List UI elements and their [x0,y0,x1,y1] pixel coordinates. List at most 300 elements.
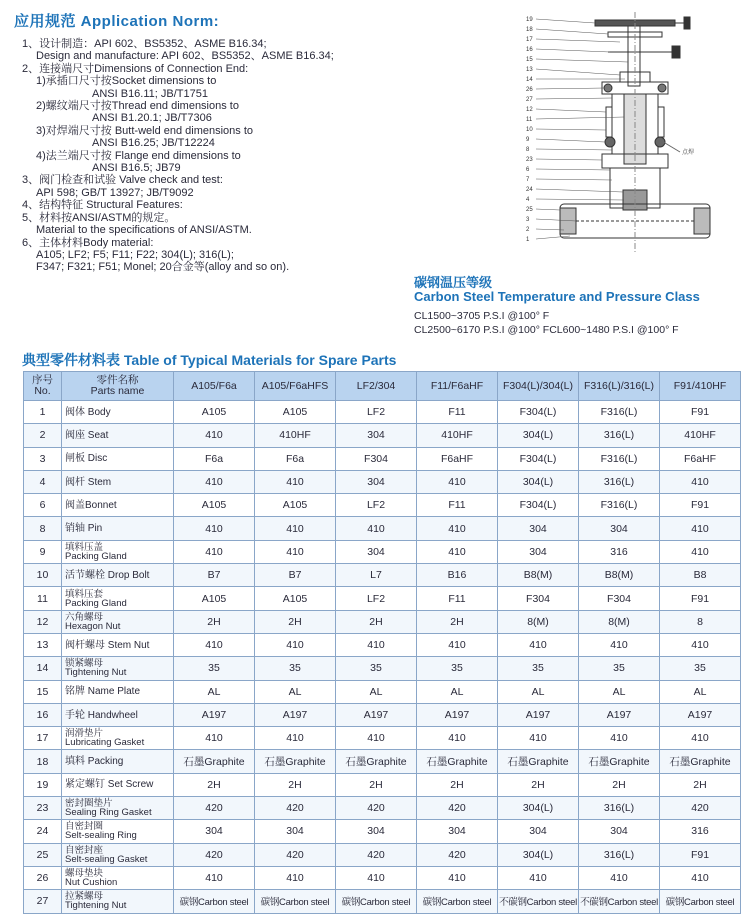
part-name-primary: 阀座 Seat [65,429,109,441]
part-name-primary: 填料 Packing [65,756,124,768]
part-name-primary: 填料压盖 [65,541,104,553]
material-cell: 304 [255,820,336,843]
table-row [24,727,741,750]
row-number: 23 [24,797,62,820]
material-cell: AL [336,680,417,703]
material-cell: 410HF [417,424,498,447]
material-cell: 410 [660,470,741,493]
material-cell: 410 [417,727,498,750]
materials-table-body [24,401,741,914]
row-number: 24 [24,820,62,843]
material-cell: F91 [660,843,741,866]
row-number: 1 [24,401,62,424]
table-row [24,680,741,703]
material-cell: 410 [255,633,336,656]
material-cell: 石墨Graphite [336,750,417,773]
weld-label: 点焊 [682,150,695,156]
table-row [24,703,741,726]
table-row [24,564,741,587]
material-cell: 410 [660,540,741,563]
material-cell: 410 [498,633,579,656]
application-norm-title: 应用规范 Application Norm: [14,13,220,30]
table-row [24,424,741,447]
material-cell: F304 [579,587,660,610]
material-cell: B7 [255,564,336,587]
material-cell: 304 [579,517,660,540]
callout-label: 7 [526,177,530,183]
material-cell: 2H [417,610,498,633]
callout-label: 19 [526,17,533,23]
part-name-secondary: Hexagon Nut [65,620,121,632]
part-name-secondary: Tightening Nut [65,667,127,679]
part-name [62,610,174,633]
pressure-class-line: CL2500~6170 P.S.I @100° FCL600~1480 P.S.I @100° F [414,324,679,336]
materials-table [23,371,741,914]
material-cell: 420 [174,797,255,820]
material-cell: 410 [255,470,336,493]
material-cell: 410 [336,517,417,540]
table-row [24,820,741,843]
material-cell: 35 [417,657,498,680]
material-cell: F11 [417,401,498,424]
part-name [62,657,174,680]
material-cell: 35 [174,657,255,680]
material-cell: 304 [579,820,660,843]
material-cell: 304 [336,470,417,493]
material-cell: 8(M) [498,610,579,633]
material-cell: 410 [174,470,255,493]
material-cell: 碳钢Carbon steel [417,890,498,913]
material-cell: 420 [255,797,336,820]
table-row [24,401,741,424]
part-name-primary: 铭牌 Name Plate [65,686,141,698]
part-name-secondary: Packing Gland [65,550,127,562]
callout-label: 1 [526,237,530,243]
material-cell: 304(L) [498,797,579,820]
material-cell: 420 [174,843,255,866]
material-cell: 石墨Graphite [174,750,255,773]
part-name [62,820,174,843]
material-cell: 8 [660,610,741,633]
material-cell: 410 [660,517,741,540]
callout-label: 9 [526,137,530,143]
material-cell: 410 [174,866,255,889]
row-number: 25 [24,843,62,866]
material-cell: 304 [498,540,579,563]
norm-line: 4、结构特征 Structural Features: [22,199,183,212]
material-cell: 8(M) [579,610,660,633]
material-cell: 410 [174,424,255,447]
table-row [24,447,741,470]
material-cell: 304(L) [498,424,579,447]
material-cell: 420 [336,797,417,820]
callout-label: 25 [526,207,533,213]
norm-line: 3)对焊端尺寸按 Butt-weld end dimensions to [36,124,254,137]
part-name-primary: 密封圈垫片 [65,798,113,810]
material-cell: 410 [498,866,579,889]
material-cell: 碳钢Carbon steel [174,890,255,913]
material-cell: B8 [660,564,741,587]
material-cell: B8(M) [498,564,579,587]
part-name [62,424,174,447]
material-cell: 碳钢Carbon steel [336,890,417,913]
table-row [24,843,741,866]
part-name-primary: 阀杆螺母 Stem Nut [65,639,150,651]
part-name-secondary: Lubricating Gasket [65,737,145,749]
material-cell: 35 [255,657,336,680]
material-cell: L7 [336,564,417,587]
part-name [62,843,174,866]
material-cell: A197 [660,703,741,726]
callout-label: 6 [526,167,530,173]
material-cell: 420 [660,797,741,820]
material-cell: 35 [498,657,579,680]
material-cell: 304 [336,540,417,563]
pressure-class-title-cn: 碳钢温压等级 [414,275,493,290]
row-number: 4 [24,470,62,493]
header-parts-name: 零件名称 Parts name [62,372,174,401]
part-name [62,517,174,540]
material-cell: A197 [498,703,579,726]
header-material-col: A105/F6a [174,372,255,401]
header-material-col: F316(L)/316(L) [579,372,660,401]
material-cell: LF2 [336,494,417,517]
material-cell: 410 [660,866,741,889]
part-name-primary: 螺母垫块 [65,868,104,880]
material-cell: B7 [174,564,255,587]
material-cell: 410HF [660,424,741,447]
material-cell: F6aHF [417,447,498,470]
material-cell: 碳钢Carbon steel [660,890,741,913]
part-name-primary: 锁紧螺母 [65,658,104,670]
material-cell: F316(L) [579,494,660,517]
part-name-primary: 紧定螺钉 Set Screw [65,779,154,791]
callout-label: 3 [526,217,530,223]
part-name-primary: 活节螺栓 Drop Bolt [65,569,150,581]
material-cell: A105 [255,587,336,610]
row-number: 16 [24,703,62,726]
material-cell: 410 [660,633,741,656]
callout-label: 16 [526,47,533,53]
table-row [24,517,741,540]
callout-label: 8 [526,147,530,153]
material-cell: A197 [255,703,336,726]
material-cell: 304 [417,820,498,843]
part-name [62,470,174,493]
material-cell: B16 [417,564,498,587]
material-cell: 410 [417,470,498,493]
table-row [24,494,741,517]
part-name-primary: 拉紧螺母 [65,891,104,903]
material-cell: 石墨Graphite [660,750,741,773]
material-cell: 2H [579,773,660,796]
header-material-col: F11/F6aHF [417,372,498,401]
part-name [62,564,174,587]
material-cell: 304(L) [498,843,579,866]
part-name [62,447,174,470]
material-cell: F6aHF [660,447,741,470]
part-name [62,866,174,889]
material-cell: 410 [336,633,417,656]
material-cell: 410 [417,633,498,656]
material-cell: 410 [498,727,579,750]
callout-label: 11 [526,117,533,123]
material-cell: 410 [174,517,255,540]
material-cell: 316(L) [579,424,660,447]
part-name [62,703,174,726]
part-name-secondary: Selt-sealing Ring [65,830,137,842]
callout-label: 13 [526,67,533,73]
material-cell: 不碳钢Carbon steel [498,890,579,913]
callout-label: 27 [526,97,533,103]
part-name-primary: 手轮 Handwheel [65,709,138,721]
norm-line: F347; F321; F51; Monel; 20合金等(alloy and so on). [36,261,290,274]
table-row [24,773,741,796]
material-cell: 2H [417,773,498,796]
part-name-secondary: Tightening Nut [65,900,127,912]
part-name-primary: 阀杆 Stem [65,476,112,488]
material-cell: A197 [579,703,660,726]
norm-line: 4)法兰端尺寸按 Flange end dimensions to [36,149,241,162]
material-cell: 410 [255,866,336,889]
part-name-primary: 填料压套 [65,588,104,600]
row-number: 26 [24,866,62,889]
material-cell: 碳钢Carbon steel [255,890,336,913]
part-name [62,401,174,424]
row-number: 6 [24,494,62,517]
table-row [24,610,741,633]
material-cell: F91 [660,494,741,517]
norm-line: 3、阀门检查和试验 Valve check and test: [22,174,223,187]
row-number: 2 [24,424,62,447]
part-name-secondary: Nut Cushion [65,877,118,889]
material-cell: AL [255,680,336,703]
part-name-secondary: Selt-sealing Gasket [65,853,148,865]
material-cell: 304 [498,820,579,843]
row-number: 14 [24,657,62,680]
material-cell: AL [417,680,498,703]
valve-cross-section-drawing [520,12,730,262]
material-cell: A197 [417,703,498,726]
part-name-secondary: Packing Gland [65,597,127,609]
application-norm-list [22,38,402,274]
row-number: 12 [24,610,62,633]
part-name [62,797,174,820]
material-cell: 410 [336,866,417,889]
material-cell: 410 [417,866,498,889]
row-number: 8 [24,517,62,540]
row-number: 9 [24,540,62,563]
norm-line: ANSI B1.20.1; JB/T7306 [92,112,212,125]
material-cell: 420 [336,843,417,866]
material-cell: A105 [174,494,255,517]
material-cell: F91 [660,401,741,424]
material-cell: 410 [174,633,255,656]
callout-label: 18 [526,27,533,33]
header-material-col: F91/410HF [660,372,741,401]
callout-label: 23 [526,157,533,163]
material-cell: 304 [174,820,255,843]
header-no: 序号 No. [24,372,62,401]
material-cell: 不碳钢Carbon steel [579,890,660,913]
material-cell: A197 [336,703,417,726]
pressure-class-title-en: Carbon Steel Temperature and Pressure Class [414,289,700,304]
material-cell: 420 [417,843,498,866]
material-cell: F6a [174,447,255,470]
part-name [62,494,174,517]
material-cell: B8(M) [579,564,660,587]
table-row [24,633,741,656]
row-number: 13 [24,633,62,656]
norm-line: 1、设计制造：API 602、BS5352、ASME B16.34; [22,38,267,50]
norm-line: ANSI B16.11; JB/T1751 [92,87,208,100]
material-cell: A105 [174,587,255,610]
table-row [24,797,741,820]
material-cell: 2H [255,773,336,796]
part-name-primary: 阀盖Bonnet [65,499,117,511]
material-cell: 304 [336,424,417,447]
part-name [62,680,174,703]
material-cell: AL [498,680,579,703]
material-cell: F304(L) [498,401,579,424]
part-name-primary: 闸板 Disc [65,453,108,465]
callout-label: 2 [526,227,530,233]
material-cell: F304 [336,447,417,470]
material-cell: F304 [498,587,579,610]
header-material-col: F304(L)/304(L) [498,372,579,401]
material-cell: F304(L) [498,447,579,470]
material-cell: 410 [174,727,255,750]
row-number: 18 [24,750,62,773]
callout-label: 17 [526,37,533,43]
table-row [24,587,741,610]
norm-line: ANSI B16.5; JB79 [92,162,181,175]
row-number: 19 [24,773,62,796]
table-header-row [24,372,741,401]
norm-line: API 598; GB/T 13927; JB/T9092 [36,186,194,199]
part-name-primary: 阀体 Body [65,406,111,418]
material-cell: 2H [174,610,255,633]
norm-line: 2)螺纹端尺寸按Thread end dimensions to [36,100,239,113]
material-cell: 420 [255,843,336,866]
norm-line: Design and manufacture: API 602、BS5352、ASME B16.34; [36,50,334,63]
material-cell: 410 [579,633,660,656]
material-cell: 2H [174,773,255,796]
part-name-primary: 润滑垫片 [65,728,104,740]
row-number: 15 [24,680,62,703]
row-number: 11 [24,587,62,610]
material-cell: 石墨Graphite [417,750,498,773]
material-cell: 410 [174,540,255,563]
part-name [62,750,174,773]
material-cell: LF2 [336,401,417,424]
material-cell: F11 [417,494,498,517]
material-cell: 35 [579,657,660,680]
table-row [24,540,741,563]
material-cell: 35 [336,657,417,680]
material-cell: 410 [417,540,498,563]
material-cell: F11 [417,587,498,610]
material-cell: AL [174,680,255,703]
material-cell: 316 [660,820,741,843]
material-cell: 410HF [255,424,336,447]
material-cell: AL [579,680,660,703]
part-name-primary: 自密封座 [65,844,104,856]
material-cell: 石墨Graphite [255,750,336,773]
material-cell: 石墨Graphite [498,750,579,773]
callout-label: 26 [526,87,533,93]
material-cell: A105 [174,401,255,424]
material-cell: 2H [660,773,741,796]
norm-line: 5、材料按ANSI/ASTM的规定。 [22,211,176,224]
material-cell: F304(L) [498,494,579,517]
part-name-primary: 销轴 Pin [65,523,103,535]
material-cell: F316(L) [579,401,660,424]
row-number: 17 [24,727,62,750]
material-cell: 2H [336,610,417,633]
materials-table-title: 典型零件材料表 Table of Typical Materials for Spare Parts [22,352,397,368]
norm-line: A105; LF2; F5; F11; F22; 304(L); 316(L); [36,248,234,261]
pressure-class-line: CL1500~3705 P.S.I @100° F [414,310,550,322]
material-cell: 410 [255,727,336,750]
material-cell: 410 [660,727,741,750]
norm-line: 1)承插口尺寸按Socket dimensions to [36,75,217,88]
material-cell: 410 [417,517,498,540]
material-cell: 316 [579,540,660,563]
row-number: 3 [24,447,62,470]
material-cell: 2H [255,610,336,633]
callout-label: 14 [526,77,533,83]
material-cell: AL [660,680,741,703]
material-cell: A105 [255,494,336,517]
table-row [24,750,741,773]
material-cell: F6a [255,447,336,470]
material-cell: F316(L) [579,447,660,470]
material-cell: 35 [660,657,741,680]
table-row [24,470,741,493]
part-name-secondary: Sealing Ring Gasket [65,807,152,819]
callout-label: 15 [526,57,533,63]
callout-label: 4 [526,197,530,203]
part-name [62,773,174,796]
callout-label: 24 [526,187,533,193]
material-cell: 304(L) [498,470,579,493]
material-cell: 410 [579,727,660,750]
callout-label: 12 [526,107,533,113]
material-cell: 420 [417,797,498,820]
material-cell: 410 [579,866,660,889]
material-cell: 316(L) [579,843,660,866]
material-cell: 410 [255,540,336,563]
part-name [62,727,174,750]
material-cell: LF2 [336,587,417,610]
part-name [62,540,174,563]
material-cell: A197 [174,703,255,726]
material-cell: 316(L) [579,797,660,820]
material-cell: 304 [498,517,579,540]
material-cell: A105 [255,401,336,424]
norm-line: 6、主体材料Body material: [22,236,154,249]
callout-label: 10 [526,127,533,133]
material-cell: F91 [660,587,741,610]
part-name-primary: 自密封圈 [65,821,104,833]
material-cell: 304 [336,820,417,843]
material-cell: 410 [255,517,336,540]
table-row [24,866,741,889]
part-name [62,587,174,610]
norm-line: ANSI B16.25; JB/T12224 [92,137,215,150]
part-name [62,633,174,656]
